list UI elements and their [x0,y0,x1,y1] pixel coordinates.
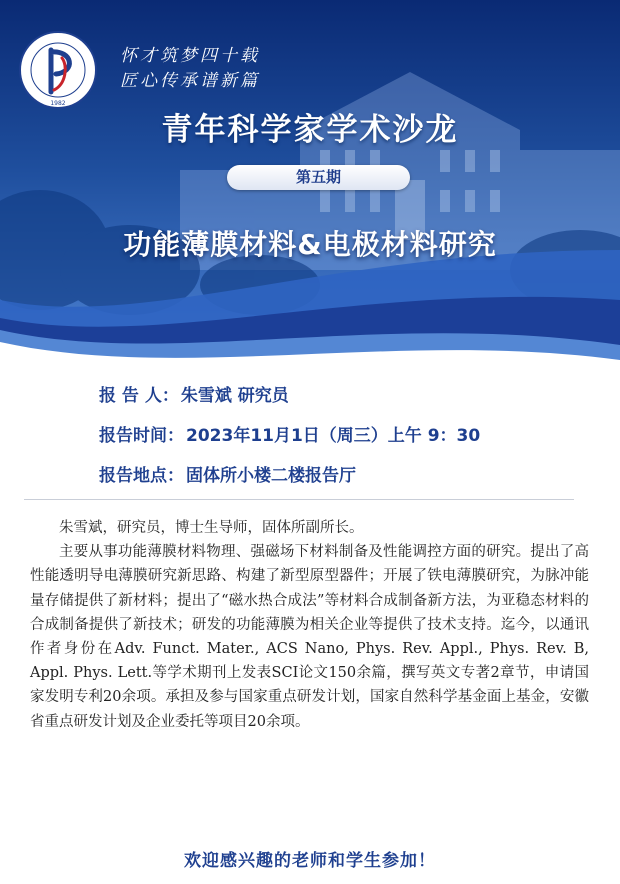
time-row [99,421,480,446]
speaker-row [99,381,289,406]
logo-year: 1982 [50,100,66,107]
speaker-value: 朱雪斌 研究员 [180,386,289,406]
time-label: 报告时间： [99,426,184,446]
time-value: 2023年11月1日（周三）上午 9：30 [186,426,481,446]
speaker-label: 报 告 人： [99,386,179,406]
slogan-line-2: 匠心传承谱新篇 [120,71,260,91]
salon-title: 青年科学家学术沙龙 [161,112,459,148]
talk-topic: 功能薄膜材料&电极材料研究 [123,228,497,261]
welcome-message: 欢迎感兴趣的老师和学生参加！ [184,851,436,871]
bio-intro: 朱雪斌，研究员，博士生导师，固体所副所长。 [59,520,364,536]
bio-body: 主要从事功能薄膜材料物理、强磁场下材料制备及性能调控方面的研究。提出了高性能透明导电薄膜研究新思路、构建了新型原型器件；开展了铁电薄膜研究，为脉冲能量存储提供了新材料；提出了“磁水热合成法”等材料合成制备新方法，为亚稳态材料的合成制备提供了新技术；研发的功能薄膜为相关企业等提供了技术支持。迄今，以通讯作者身份在Adv. Funct. Mater., ACS Nano, Phys. Rev. Appl., Phys. Rev. B, Appl. Phys. Lett.等学术期刊上发表SCI论文150余篇，撰写英文专著2章节，申请国家发明专利20余项。承担及参与国家重点研发计划，国家自然科学基金面上基金，安徽省重点研发计划及企业委托等项目20余项。 [30,544,589,730]
section-divider [24,499,574,500]
slogan-line-1: 怀才筑梦四十载 [120,46,260,66]
speaker-bio [30,516,589,734]
place-row [99,461,356,486]
institute-logo [18,30,98,110]
issue-badge: 第五期 [227,165,410,190]
place-label: 报告地点： [99,466,184,486]
header-banner [0,0,620,380]
place-value: 固体所小楼二楼报告厅 [186,466,356,486]
